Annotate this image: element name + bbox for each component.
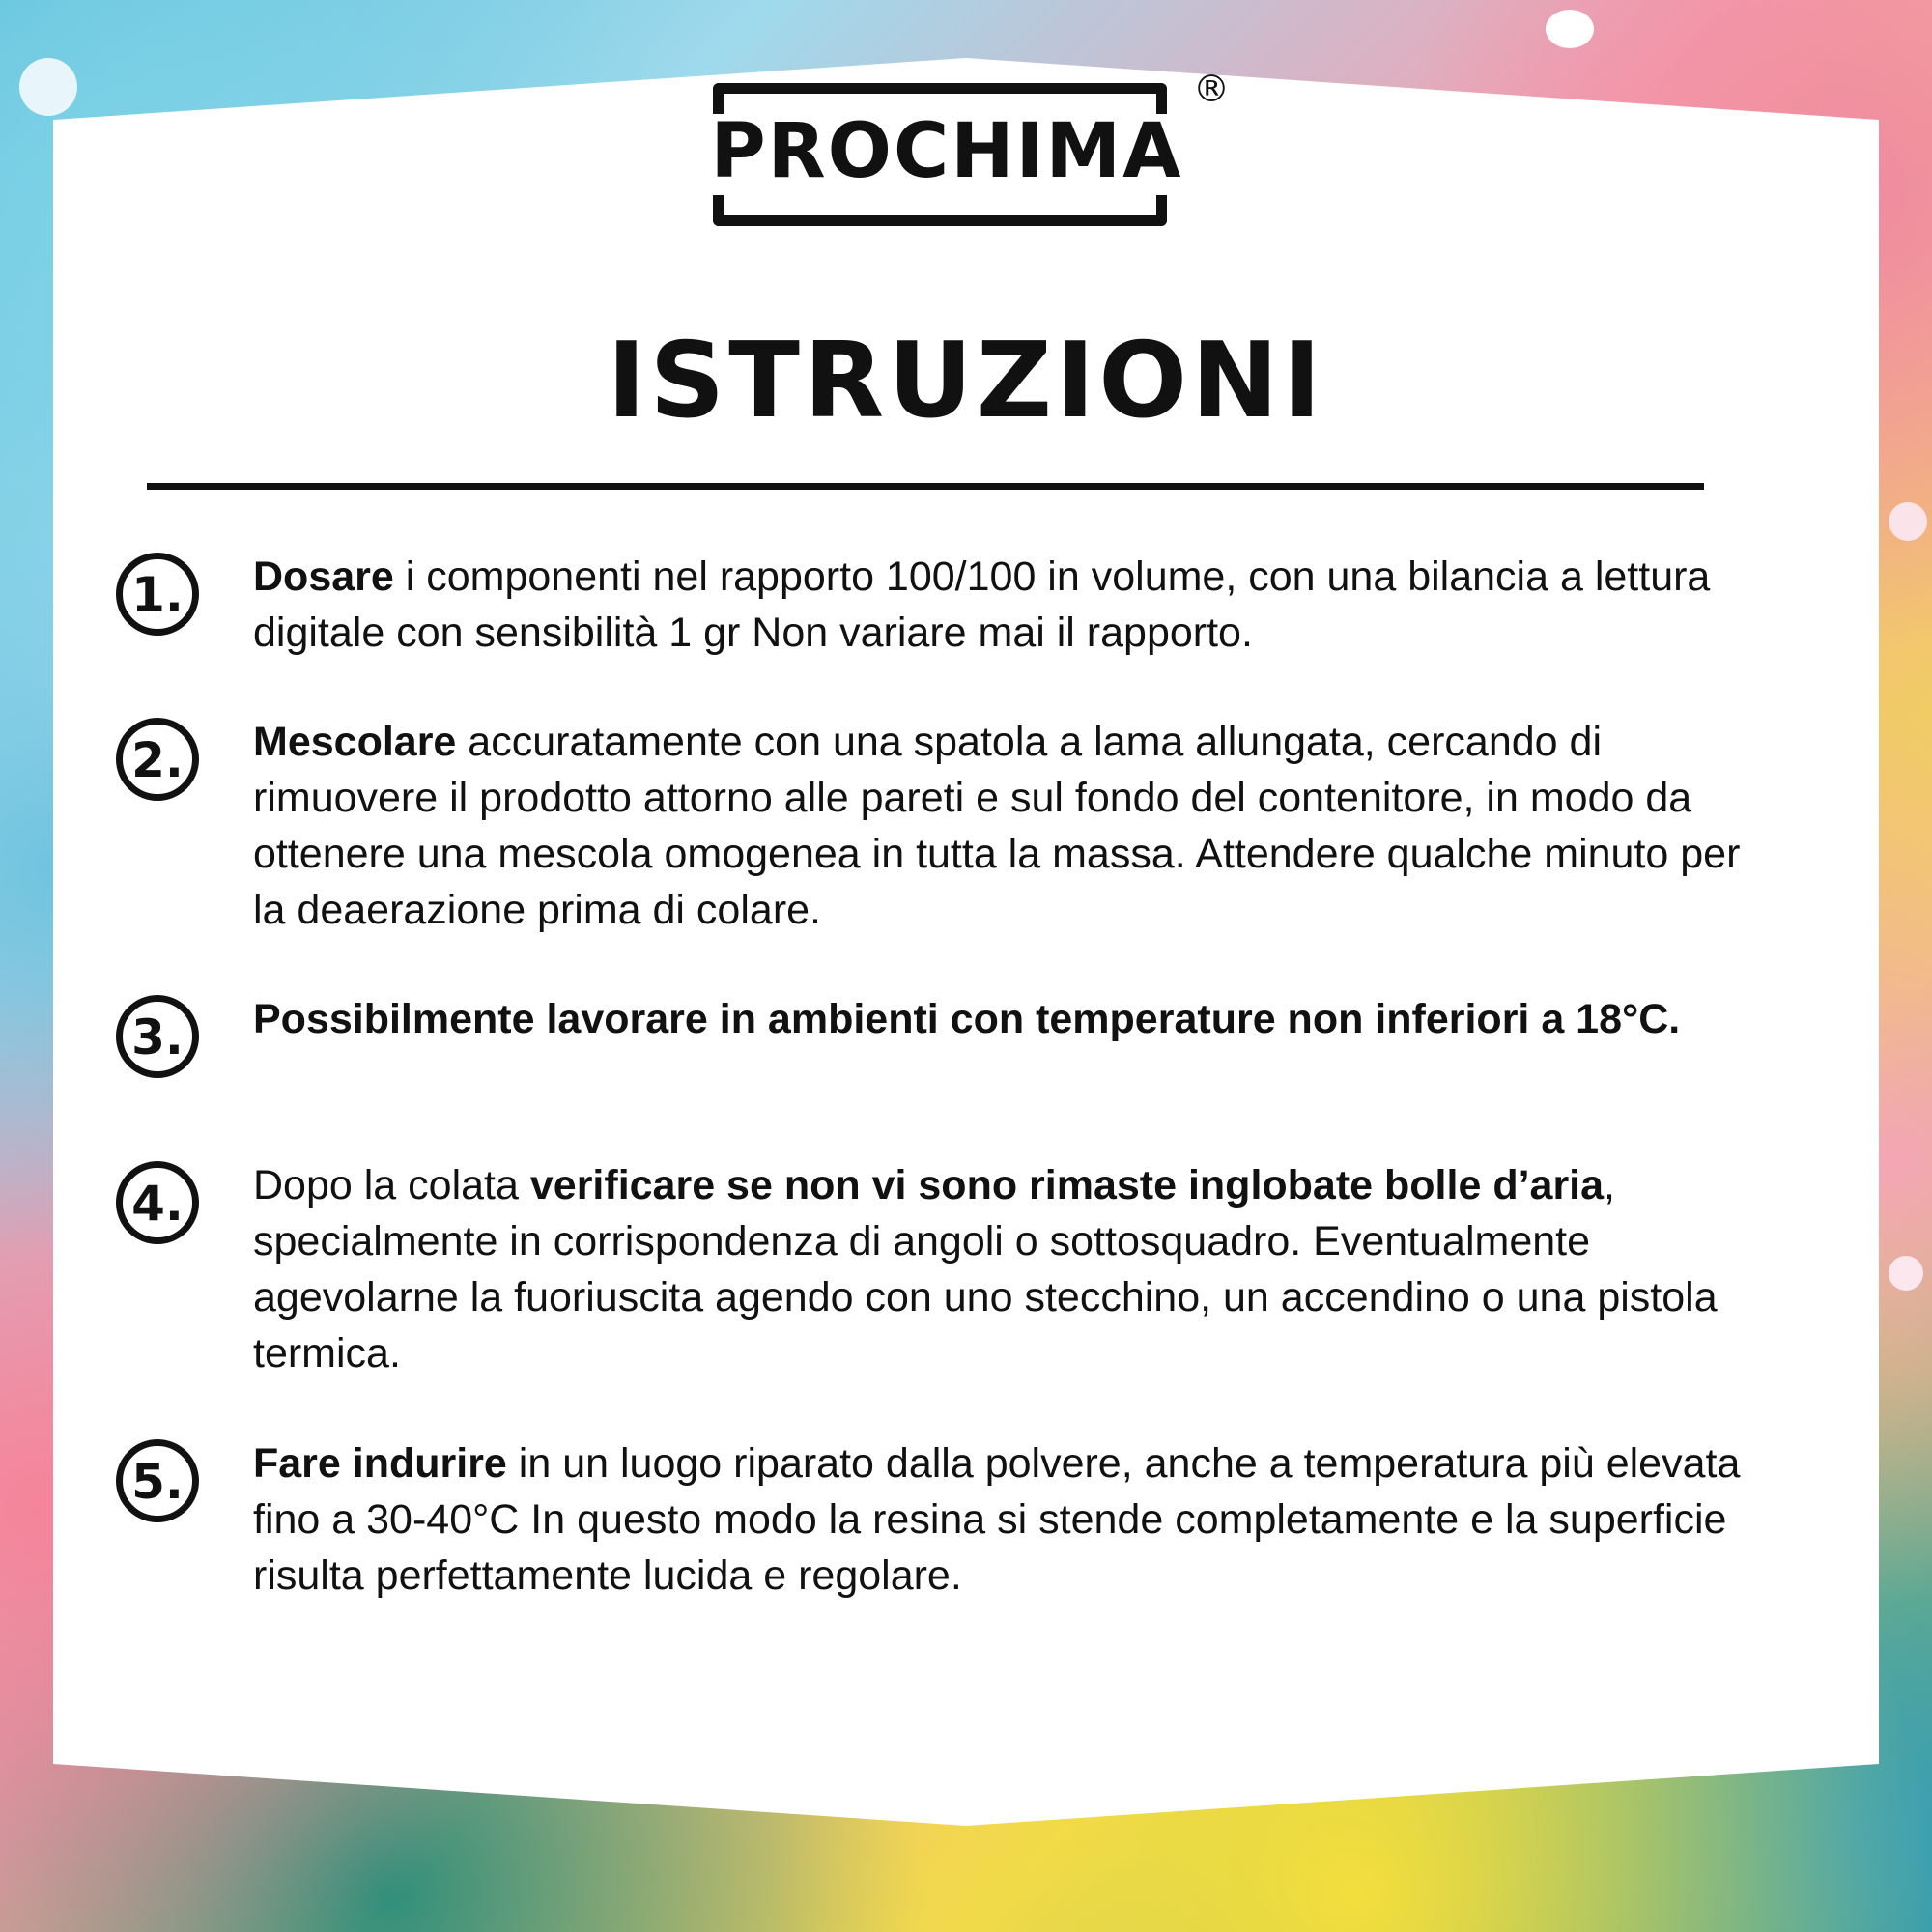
step-text: [253, 1157, 1760, 1381]
step-number-badge: 1.: [116, 553, 199, 636]
step-description: i componenti nel rapporto 100/100 in volume, con una bilancia a lettura digitale con sensibilità 1 gr Non variare mai il rapporto.: [253, 554, 1711, 656]
step-number-badge: 3.: [116, 995, 199, 1078]
step-description: , specialmente in corrispondenza di angoli o sottosquadro. Eventualmente agevolarne la fuoriuscita agendo con uno stecchino, un accendino o una pistola termica.: [253, 1162, 1718, 1377]
registered-mark: ®: [1193, 68, 1230, 110]
step-keyword: Fare indurire: [253, 1440, 507, 1487]
background-bubble: [1889, 502, 1927, 541]
step-description: accuratamente con una spatola a lama allungata, cercando di rimuovere il prodotto attorno alle pareti e sul fondo del contenitore, in modo da ottenere una mescola omogenea in tutta la massa. Attendere qualche minuto per la deaerazione prima di colare.: [253, 719, 1741, 933]
step-text: [253, 549, 1760, 661]
background-bubble: [1889, 1256, 1923, 1291]
prochima-logo: [647, 68, 1246, 242]
step-keyword: Dosare: [253, 554, 394, 600]
step-text: [253, 714, 1760, 938]
step-keyword: Possibilmente lavorare in ambienti con temperature non inferiori a 18°C.: [253, 996, 1681, 1042]
step-number-badge: 4.: [116, 1161, 199, 1244]
logo-frame-bottom: [713, 195, 1167, 226]
step-keyword: Mescolare: [253, 719, 457, 765]
step-text: [253, 1435, 1760, 1604]
step-description: in un luogo riparato dalla polvere, anche a temperatura più elevata fino a 30-40°C In questo modo la resina si stende completamente e la superficie risulta perfettamente lucida e regolare.: [253, 1440, 1741, 1599]
step-text: [253, 991, 1760, 1047]
page-title: ISTRUZIONI: [607, 321, 1325, 441]
logo-wordmark: PROCHIMA: [710, 108, 1183, 195]
step-intro: Dopo la colata: [253, 1162, 530, 1208]
step-number-badge: 2.: [116, 718, 199, 801]
title-divider: [147, 483, 1704, 490]
step-number-badge: 5.: [116, 1439, 199, 1522]
step-keyword: verificare se non vi sono rimaste inglobate bolle d’aria: [529, 1162, 1605, 1208]
background-bubble: [1546, 10, 1594, 48]
background-bubble: [19, 58, 77, 116]
